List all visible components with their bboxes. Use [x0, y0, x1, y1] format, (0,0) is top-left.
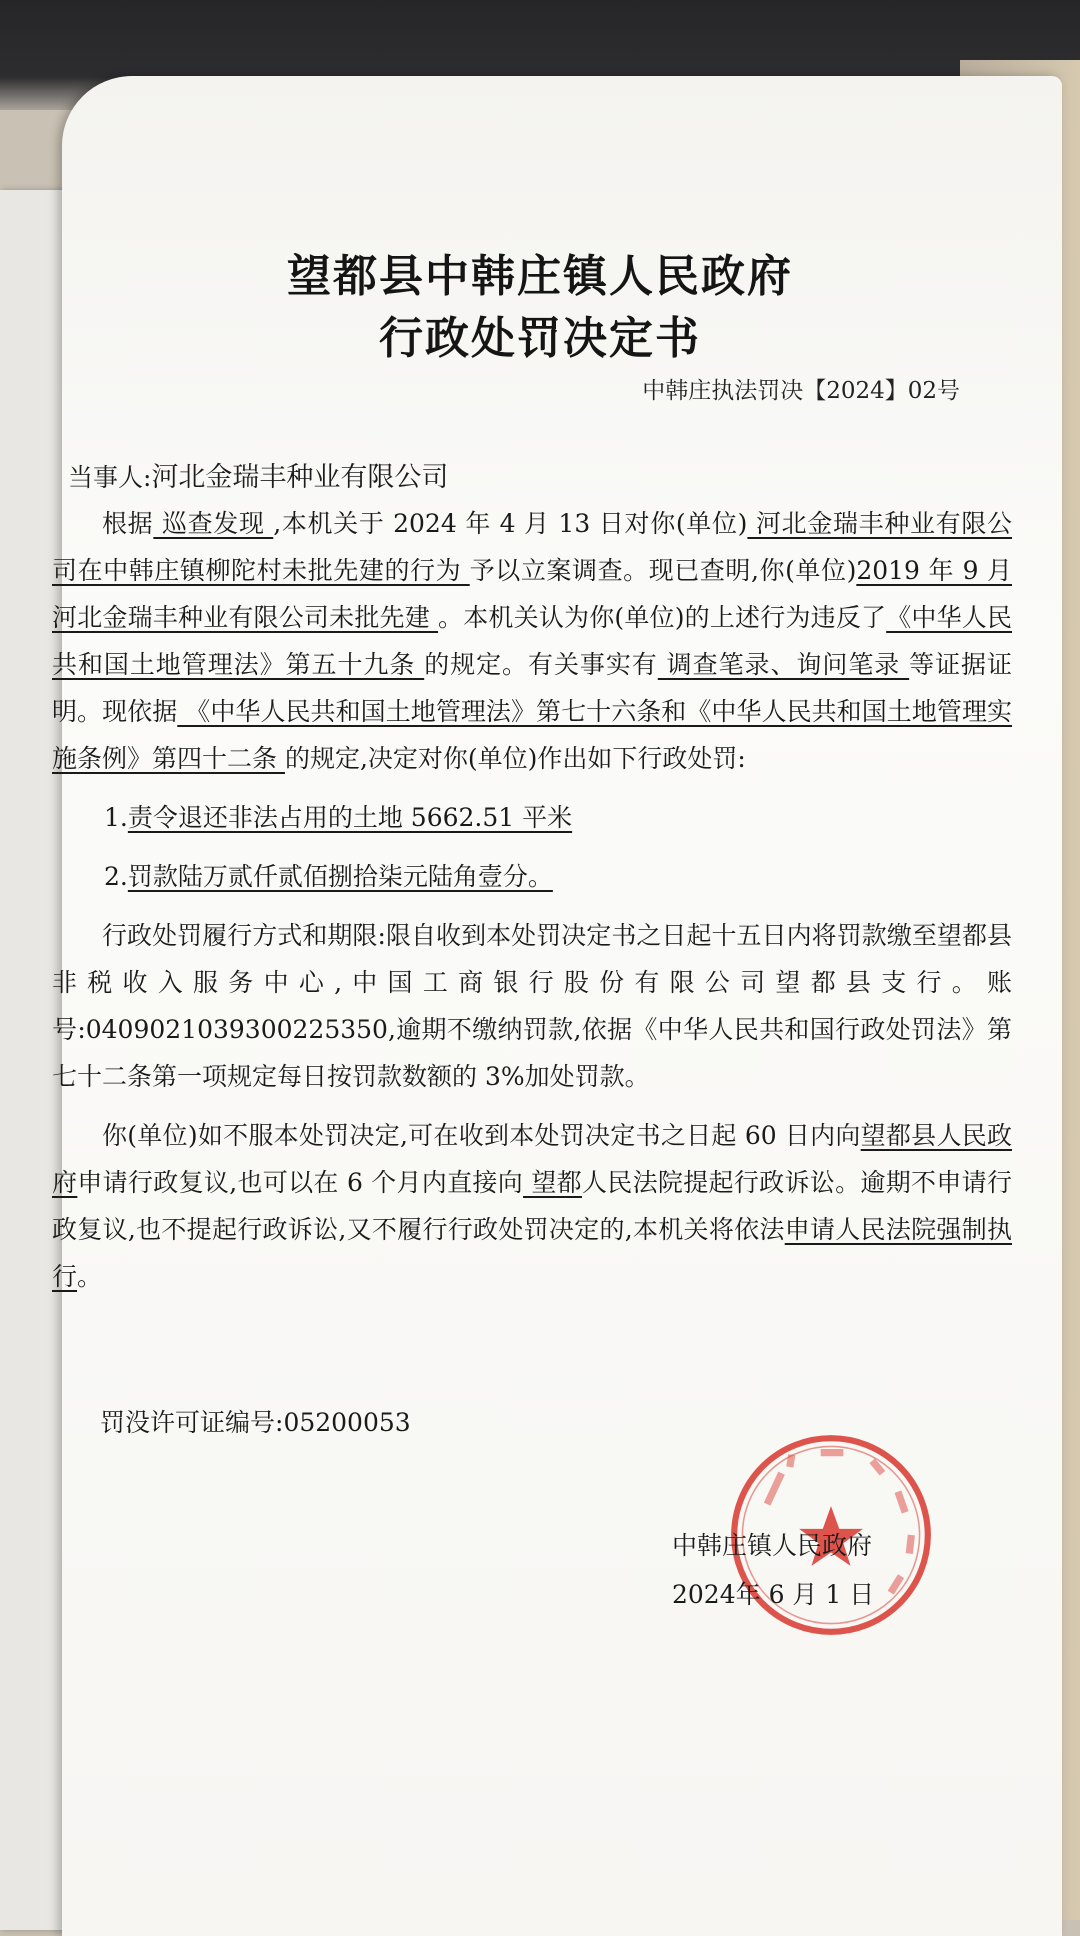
- item-number: 2.: [104, 862, 128, 891]
- document-title-type: 行政处罚决定书: [379, 313, 701, 364]
- penalty-item-1: [52, 794, 1012, 841]
- party-name: 河北金瑞丰种业有限公司: [151, 462, 449, 493]
- paragraph-appeal: [52, 1112, 1012, 1300]
- paragraph-payment: 行政处罚履行方式和期限:限自收到本处罚决定书之日起十五日内将罚款缴至望都县非税收入服务中心,中国工商银行股份有限公司望都县支行。账号:0409021039300225350,逾期不缴纳罚款,依据《中华人民共和国行政处罚法》第七十二条第一项规定每日按罚款数额的 3%加处罚款。: [52, 921, 1012, 1091]
- text-segment: 予以立案调查。现已查明,你(单位): [469, 556, 857, 585]
- filled-field: 《中华人民共和国土地管理法》第五十九条: [52, 603, 1012, 679]
- text-segment: 根据: [102, 509, 154, 538]
- text-segment: ,本机关于 2024 年 4 月 13 日对你(单位): [273, 509, 748, 538]
- item-text: 责令退还非法占用的土地 5662.51 平米: [127, 803, 573, 832]
- text-segment: 。本机关认为你(单位)的上述行为违反了: [438, 603, 887, 632]
- issue-date: 2024年 6 月 1 日: [672, 1580, 875, 1609]
- filled-field: 望都: [523, 1168, 582, 1197]
- item-number: 1.: [104, 803, 128, 832]
- filled-field: 巡查发现: [153, 509, 274, 538]
- text-segment: 。: [77, 1262, 103, 1291]
- text-segment: 的规定,决定对你(单位)作出如下行政处罚:: [284, 744, 746, 773]
- filled-field: 调查笔录、询问笔录: [657, 650, 910, 679]
- document-title-issuer: 望都县中韩庄镇人民政府: [287, 251, 793, 302]
- party-line: [68, 455, 448, 494]
- text-segment: 的规定。有关事实有: [424, 650, 658, 679]
- document-body: [52, 500, 1012, 1300]
- filled-field: 申请人民法院强制执行: [52, 1215, 1012, 1291]
- party-label: 当事人:: [68, 463, 152, 492]
- filled-field: 2019 年 9 月河北金瑞丰种业有限公司未批先建: [52, 556, 1012, 632]
- text-segment: 申请行政复议,也可以在 6 个月内直接向: [77, 1168, 524, 1197]
- filled-field: 《中华人民共和国土地管理法》第七十六条和《中华人民共和国土地管理实施条例》第四十二条: [52, 697, 1012, 773]
- paragraph-facts: [52, 500, 1012, 782]
- item-text: 罚款陆万贰仟贰佰捌拾柒元陆角壹分。: [127, 862, 553, 891]
- filled-field: 望都县人民政府: [52, 1121, 1012, 1197]
- issuing-authority: 中韩庄镇人民政府: [672, 1531, 873, 1560]
- penalty-item-2: [52, 853, 1012, 900]
- filled-field: 河北金瑞丰种业有限公司在中韩庄镇柳陀村未批先建的行为: [52, 509, 1012, 585]
- document-number: 中韩庄执法罚决【2024】02号: [642, 378, 960, 404]
- license-number: 05200053: [283, 1408, 411, 1437]
- license-label: 罚没许可证编号:: [100, 1408, 284, 1437]
- text-segment: 人民法院提起行政诉讼。逾期不申请行政复议,也不提起行政诉讼,又不履行行政处罚决定的,本机关将依法: [52, 1168, 1012, 1244]
- license-line: [100, 1403, 411, 1439]
- text-segment: 等证据证明。现依据: [52, 650, 1012, 726]
- text-segment: 你(单位)如不服本处罚决定,可在收到本处罚决定书之日起 60 日内向: [102, 1121, 861, 1150]
